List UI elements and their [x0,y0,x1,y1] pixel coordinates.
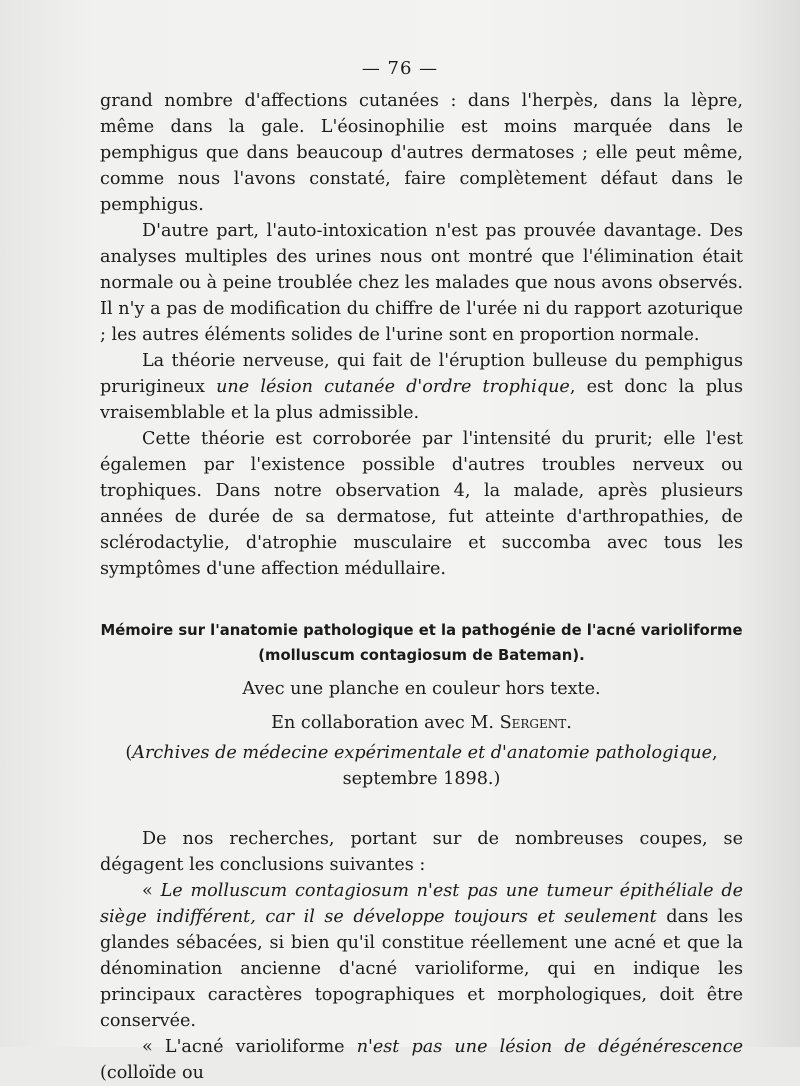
memoire-title-line2: (molluscum contagiosum de Bateman). [258,647,585,664]
paragraph-quote-molluscum [100,878,743,1034]
quote2-italic: n'est pas une lésion de dégénérescence [356,1037,744,1057]
memoire-title [100,618,743,668]
paragraph-auto-intoxication: D'autre part, l'auto-intoxication n'est pas prouvée davantage. Des analyses multiples des urines nous ont montré que l'élimination était normale ou à peine troublée chez les malades que nous avons observés. Il n'y a pas de modification du chiffre de l'urée ni du rapport azoturique ; les autres éléments solides de l'urine sont en proportion normale. [100,221,743,345]
paragraph-theorie-nerveuse [100,348,743,426]
quote1-italic: Le molluscum contagiosum n'est pas une tumeur épithéliale de siège indifférent, car il se développe toujours et seulement [100,881,743,927]
plate-note: Avec une planche en couleur hors texte. [242,679,601,699]
citation [100,740,743,792]
quote1-open: « [142,881,161,901]
theory-text-before: La théorie nerveuse, qui fait de l'éruption bulleuse du pemphigus prurigineux [100,351,743,397]
theory-text-italic: une lésion cutanée d'ordre trophique [216,377,570,397]
quote1-rest: dans les glandes sébacées, si bien qu'il constitue réellement une acné et que la dénomination ancienne d'acné varioliforme, qui en indique les principaux caractères topographiques et morphologiques, doit être conservée. [100,907,743,1031]
quote2-open: « L'acné varioliforme [142,1037,357,1057]
body-text [100,88,743,1086]
collaborator-name: Sergent [499,713,567,733]
citation-open: ( [125,743,133,763]
collaboration-suffix: . [566,713,572,733]
paragraph-corroboration: Cette théorie est corroborée par l'intensité du prurit; elle l'est égalemen par l'existence possible d'autres troubles nerveux ou trophiques. Dans notre observation 4, la malade, après plusieurs années de durée de sa dermatose, fut atteinte d'arthropathies, de sclérodactylie, d'atrophie musculaire et succomba avec tous les symptômes d'une affection médullaire. [100,429,743,579]
citation-date: , septembre 1898.) [342,743,718,789]
paragraph-quote-acne [100,1034,743,1086]
theory-text-after: , est donc la plus vraisemblable et la plus admissible. [100,377,743,423]
paragraph-eosinophilie: grand nombre d'affections cutanées : dans l'herpès, dans la lèpre, même dans la gale. L'éosinophilie est moins marquée dans le pemphigus que dans beaucoup d'autres dermatoses ; elle peut même, comme nous l'avons constaté, faire complètement défaut dans le pemphigus. [100,91,743,215]
memoire-title-line1: Mémoire sur l'anatomie pathologique et la pathogénie de l'acné varioliforme [100,622,743,639]
quote2-rest: (colloïde ou [100,1063,204,1083]
page-number: — 76 — [361,58,439,79]
collaboration-note [100,710,743,736]
paragraph-recherches: De nos recherches, portant sur de nombreuses coupes, se dégagent les conclusions suivantes : [100,829,743,875]
section-spacer [100,792,743,826]
collaboration-prefix: En collaboration avec M. [271,713,500,733]
citation-journal: Archives de médecine expérimentale et d'anatomie pathologique [132,743,713,763]
